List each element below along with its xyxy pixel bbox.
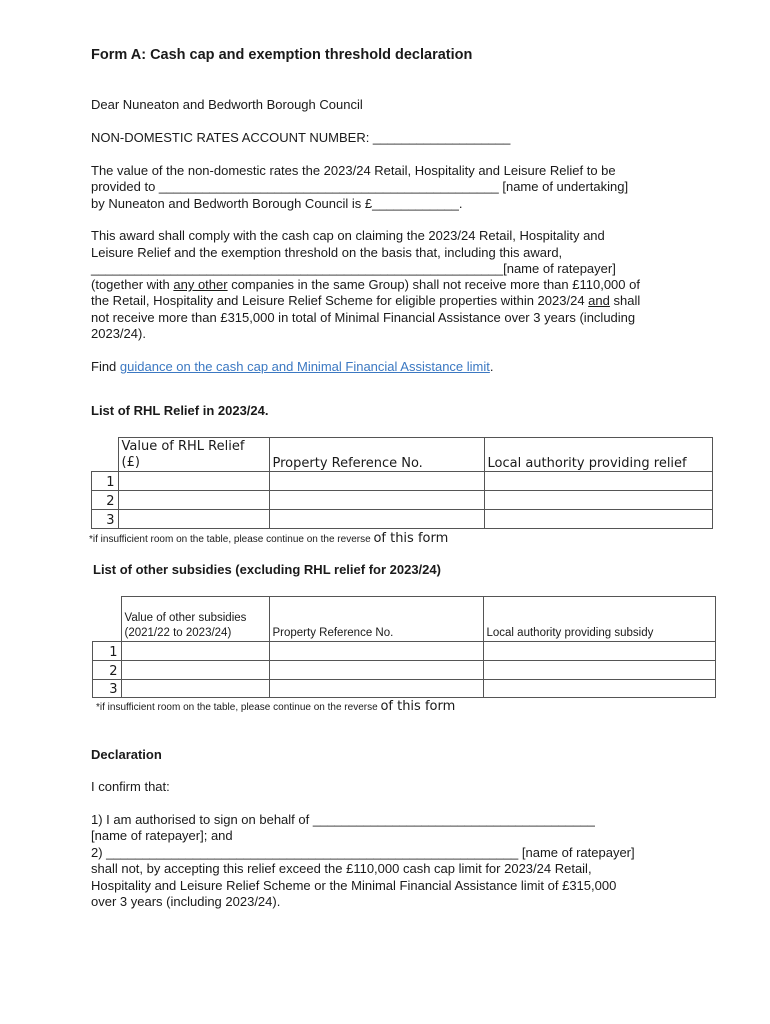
table-row [93, 661, 716, 680]
row-number: 2 [92, 491, 119, 510]
text: companies in the same Group) shall not receive more than £110,000 of [227, 277, 640, 292]
table-footnote [96, 699, 455, 714]
cell[interactable] [121, 680, 269, 698]
text: *if insufficient room on the table, please continue on the reverse [96, 702, 381, 713]
para2-line: Leisure Relief and the exemption threshold on the basis that, including this award, [91, 245, 563, 260]
row-number: 3 [93, 680, 122, 698]
text: *if insufficient room on the table, please continue on the reverse [89, 534, 374, 545]
emphasis-any-other: any other [173, 277, 228, 292]
declaration-heading: Declaration [91, 747, 162, 762]
cell[interactable] [484, 510, 713, 529]
cell[interactable] [269, 642, 483, 661]
cell[interactable] [118, 510, 269, 529]
declaration-line: 2) _________________________________________________________ [name of ratepayer] [91, 845, 635, 860]
para1-line: by Nuneaton and Bedworth Borough Council is £____________. [91, 196, 463, 211]
text: of this form [373, 531, 449, 546]
column-header: Value of other subsidies (2021/22 to 2023/24) [121, 597, 269, 642]
para2-line: _________________________________________________________[name of ratepayer] [91, 261, 616, 276]
para2-line: not receive more than £315,000 in total of Minimal Financial Assistance over 3 years (including [91, 310, 636, 325]
cell[interactable] [121, 642, 269, 661]
declaration-line: 1) I am authorised to sign on behalf of _______________________________________ [91, 812, 595, 827]
cell[interactable] [483, 642, 716, 661]
column-header: Property Reference No. [269, 438, 484, 472]
para2-line [91, 277, 640, 293]
declaration-line: [name of ratepayer]; and [91, 828, 233, 843]
cell[interactable] [269, 680, 483, 698]
text: (together with [91, 277, 174, 292]
cell[interactable] [269, 472, 484, 491]
declaration-line: Hospitality and Leisure Relief Scheme or the Minimal Financial Assistance limit of £315,000 [91, 878, 617, 893]
text: shall [609, 293, 641, 308]
cell[interactable] [118, 472, 269, 491]
cell[interactable] [484, 491, 713, 510]
rhl-heading: List of RHL Relief in 2023/24. [91, 403, 269, 418]
table-row [92, 472, 713, 491]
text: the Retail, Hospitality and Leisure Relief Scheme for eligible properties within 2023/24 [91, 293, 589, 308]
table-footnote [89, 531, 448, 546]
column-header: Value of RHL Relief (£) [118, 438, 269, 472]
emphasis-and: and [588, 293, 610, 308]
column-header: Local authority providing subsidy [483, 597, 716, 642]
cell[interactable] [484, 472, 713, 491]
column-header: Property Reference No. [269, 597, 483, 642]
table-row [93, 642, 716, 661]
corner-cell [93, 597, 122, 642]
guidance-line [91, 359, 494, 375]
salutation: Dear Nuneaton and Bedworth Borough Council [91, 97, 363, 112]
para1-line: provided to _______________________________________________ [name of undertaking] [91, 179, 629, 194]
cell[interactable] [483, 661, 716, 680]
para2-line: This award shall comply with the cash cap on claiming the 2023/24 Retail, Hospitality and [91, 228, 605, 243]
rhl-relief-table [91, 437, 713, 529]
para1-line: The value of the non-domestic rates the 2023/24 Retail, Hospitality and Leisure Relief to be [91, 163, 616, 178]
row-number: 1 [93, 642, 122, 661]
cell[interactable] [269, 491, 484, 510]
confirm-text: I confirm that: [91, 779, 170, 794]
table-row [93, 680, 716, 698]
cell[interactable] [269, 661, 483, 680]
declaration-line: shall not, by accepting this relief exceed the £110,000 cash cap limit for 2023/24 Retail, [91, 861, 592, 876]
text: of this form [380, 699, 456, 714]
para2-line: 2023/24). [91, 326, 146, 341]
text: . [489, 359, 494, 374]
cell[interactable] [269, 510, 484, 529]
other-subsidies-heading: List of other subsidies (excluding RHL relief for 2023/24) [93, 562, 441, 577]
table-row [92, 510, 713, 529]
row-number: 3 [92, 510, 119, 529]
guidance-link[interactable]: guidance on the cash cap and Minimal Financial Assistance limit [119, 359, 490, 374]
account-number-line: NON-DOMESTIC RATES ACCOUNT NUMBER: ___________________ [91, 130, 511, 145]
cell[interactable] [118, 491, 269, 510]
row-number: 1 [92, 472, 119, 491]
text: Find [91, 359, 120, 374]
other-subsidies-table [92, 596, 716, 698]
cell[interactable] [121, 661, 269, 680]
para2-line [91, 293, 640, 309]
cell[interactable] [483, 680, 716, 698]
table-row [92, 491, 713, 510]
row-number: 2 [93, 661, 122, 680]
page-title: Form A: Cash cap and exemption threshold declaration [91, 47, 473, 63]
declaration-line: over 3 years (including 2023/24). [91, 894, 281, 909]
column-header: Local authority providing relief [484, 438, 713, 472]
corner-cell [92, 438, 119, 472]
